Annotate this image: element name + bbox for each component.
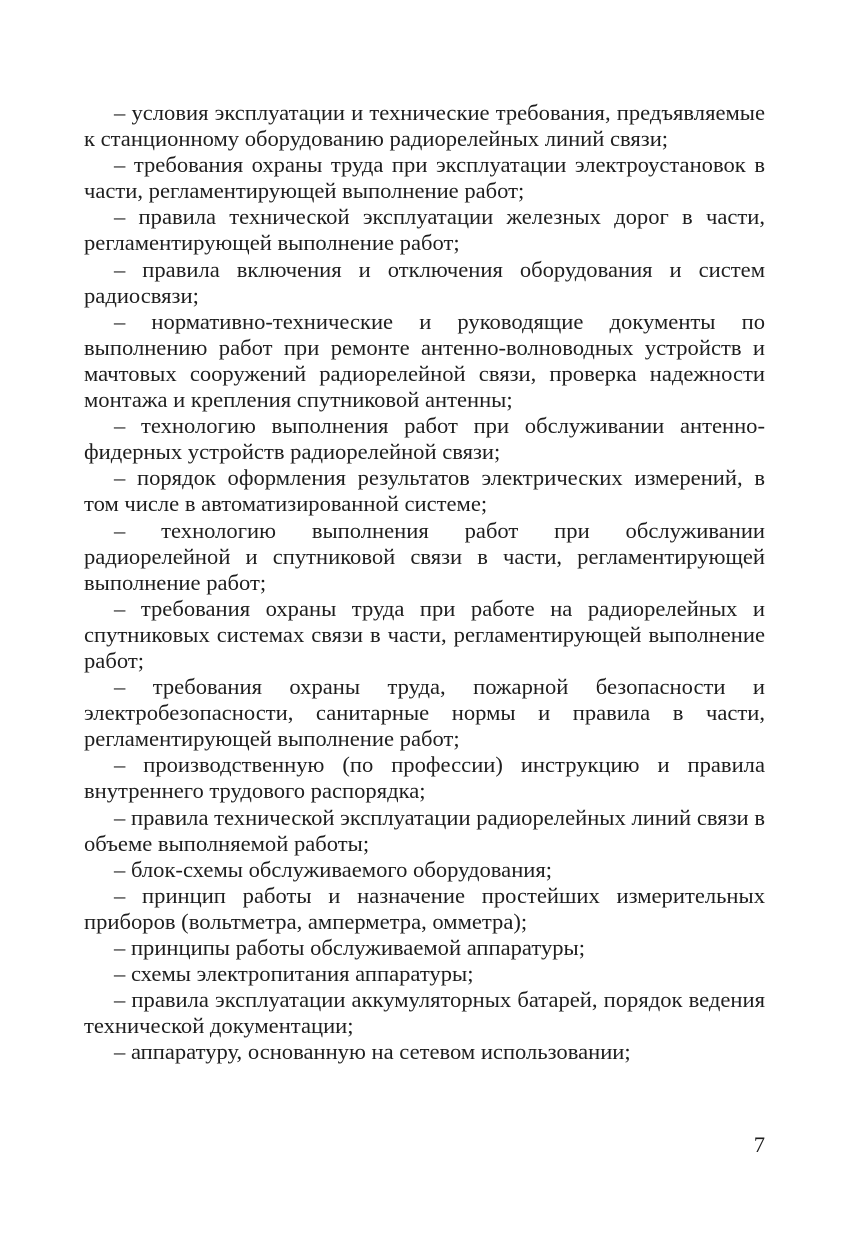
list-item: – технологию выполнения работ при обслуживании радиорелейной и спутниковой связи в части, регламентирующей выполнение работ; <box>84 517 765 595</box>
list-item: – принципы работы обслуживаемой аппаратуры; <box>114 935 586 960</box>
list-item: – аппаратуру, основанную на сетевом использовании; <box>114 1039 631 1065</box>
list-item: – требования охраны труда при эксплуатации электроустановок в части, регламентирующей выполнение работ; <box>84 152 765 204</box>
list-item: – требования охраны труда при работе на радиорелейных и спутниковых системах связи в части, регламентирующей выполнение работ; <box>84 595 765 673</box>
list-item: – нормативно-технические и руководящие документы по выполнению работ при ремонте антенно-волноводных устройств и мачтовых сооружений радиорелейной связи, проверка надежности монтажа и крепления спутниковой антенны; <box>84 308 765 413</box>
list-item: – условия эксплуатации и технические требования, предъявляемые к станционному оборудованию радиорелейных линий связи; <box>84 100 765 152</box>
list-item: – правила включения и отключения оборудования и систем радиосвязи; <box>84 256 765 308</box>
requirements-list <box>84 100 765 1065</box>
list-item: – схемы электропитания аппаратуры; <box>114 961 474 987</box>
list-item: – технологию выполнения работ при обслуживании антенно-фидерных устройств радиорелейной связи; <box>84 413 765 465</box>
list-item: – производственную (по профессии) инструкцию и правила внутреннего трудового распорядка; <box>84 752 765 804</box>
list-item: – правила технической эксплуатации радиорелейных линий связи в объеме выполняемой работы; <box>84 804 765 856</box>
list-item: – блок-схемы обслуживаемого оборудования; <box>114 856 553 882</box>
list-item: – требования охраны труда, пожарной безопасности и электробезопасности, санитарные нормы и правила в части, регламентирующей выполнение работ; <box>84 674 765 752</box>
page-number: 7 <box>753 1132 765 1157</box>
list-item: – принцип работы и назначение простейших измерительных приборов (вольтметра, амперметра, омметра); <box>84 882 765 934</box>
list-item: – правила технической эксплуатации железных дорог в части, регламентирующей выполнение работ; <box>84 204 765 256</box>
list-item: – правила эксплуатации аккумуляторных батарей, порядок ведения технической документации; <box>84 987 765 1039</box>
list-item: – порядок оформления результатов электрических измерений, в том числе в автоматизированной системе; <box>84 465 765 517</box>
